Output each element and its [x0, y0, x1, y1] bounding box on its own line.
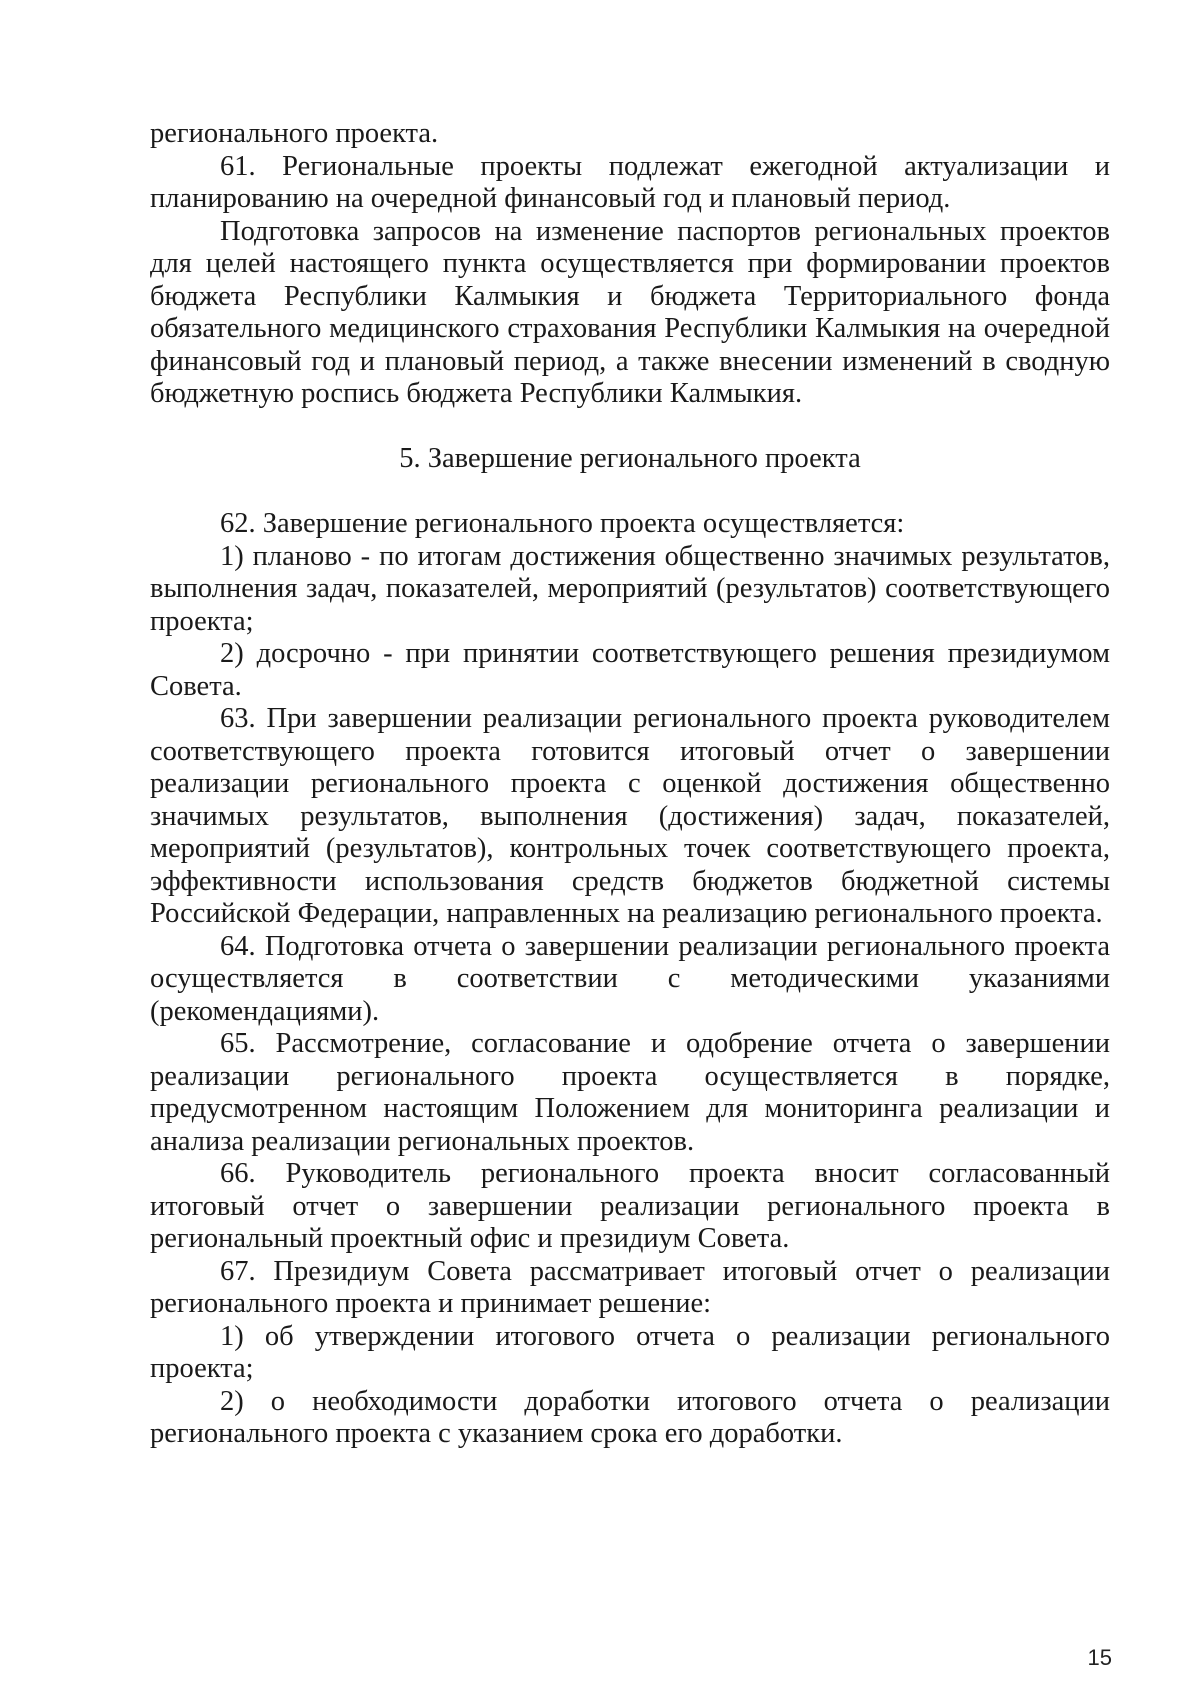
- paragraph-63: 63. При завершении реализации регионального проекта руководителем соответствующего проекта готовится итоговый отчет о завершении реализации регионального проекта с оценкой достижения общественно значимых результатов, выполнения (достижения) задач, показателей, мероприятий (результатов), контрольных точек соответствующего проекта, эффективности использования средств бюджетов бюджетной системы Российской Федерации, направленных на реализацию регионального проекта.: [150, 703, 1110, 929]
- paragraph-66: 66. Руководитель регионального проекта вносит согласованный итоговый отчет о завершении реализации регионального проекта в региональный проектный офис и президиум Совета.: [150, 1158, 1110, 1254]
- document-page: [150, 118, 1110, 1451]
- paragraph-continuation: регионального проекта.: [150, 118, 439, 149]
- paragraph-61: 61. Региональные проекты подлежат ежегодной актуализации и планированию на очередной финансовый год и плановый период.: [150, 150, 1110, 214]
- section-heading: 5. Завершение регионального проекта: [399, 442, 861, 474]
- paragraph-67: 67. Президиум Совета рассматривает итоговый отчет о реализации регионального проекта и принимает решение:: [150, 1255, 1110, 1319]
- paragraph-64: 64. Подготовка отчета о завершении реализации регионального проекта осуществляется в соответствии с методическими указаниями (рекомендациями).: [150, 930, 1110, 1027]
- paragraph-61-detail: Подготовка запросов на изменение паспортов региональных проектов для целей настоящего пункта осуществляется при формировании проектов бюджета Республики Калмыкия и бюджета Территориального фонда обязательного медицинского страхования Республики Калмыкия на очередной финансовый год и плановый период, а также внесении изменений в сводную бюджетную роспись бюджета Республики Калмыкия.: [150, 215, 1110, 409]
- paragraph-62-item-1: 1) планово - по итогам достижения общественно значимых результатов, выполнения задач, показателей, мероприятий (результатов) соответствующего проекта;: [150, 540, 1110, 637]
- paragraph-67-item-1: 1) об утверждении итогового отчета о реализации регионального проекта;: [150, 1320, 1110, 1384]
- page-number: 15: [1087, 1645, 1112, 1670]
- paragraph-62-item-2: 2) досрочно - при принятии соответствующего решения президиумом Совета.: [150, 638, 1110, 702]
- paragraph-67-item-2: 2) о необходимости доработки итогового отчета о реализации регионального проекта с указанием срока его доработки.: [150, 1385, 1110, 1449]
- paragraph-65: 65. Рассмотрение, согласование и одобрение отчета о завершении реализации регионального проекта осуществляется в порядке, предусмотренном настоящим Положением для мониторинга реализации и анализа реализации региональных проектов.: [150, 1028, 1110, 1157]
- paragraph-62: 62. Завершение регионального проекта осуществляется:: [220, 508, 905, 539]
